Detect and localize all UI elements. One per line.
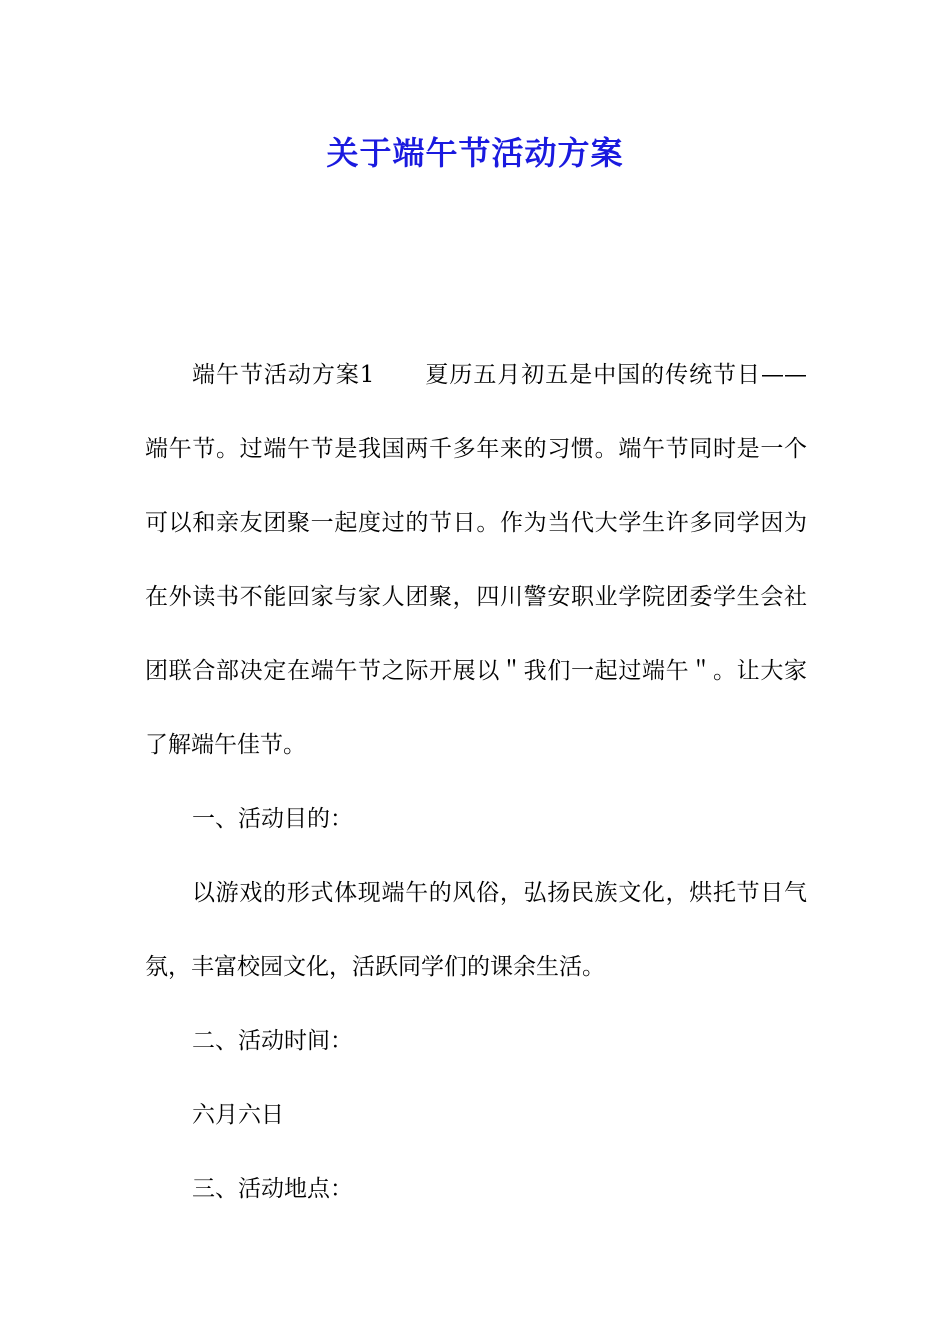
- section3-heading: 三、活动地点：: [192, 1176, 353, 1202]
- intro-text: 夏历五月初五是中国的传统节日——端午节。过端午节是我国两千多年来的习惯。端午节同时是一个可以和亲友团聚一起度过的节日。作为当代大学生许多同学因为在外读书不能回家与家人团聚，四川警安职业学院团委学生会社团联合部决定在端午节之际开展以＂我们一起过端午＂。让大家了解端午佳节。: [145, 362, 808, 758]
- section2-heading: 二、活动时间：: [192, 1028, 353, 1054]
- intro-label: 端午节活动方案1: [192, 362, 375, 388]
- section1-heading: 一、活动目的：: [192, 806, 353, 832]
- document-body: [145, 338, 807, 1226]
- section2-text: 六月六日: [192, 1102, 284, 1128]
- document-title: 关于端午节活动方案: [326, 134, 624, 172]
- intro-paragraph: [145, 338, 807, 782]
- section1-text: 以游戏的形式体现端午的风俗，弘扬民族文化，烘托节日气氛，丰富校园文化，活跃同学们的课余生活。: [145, 880, 807, 980]
